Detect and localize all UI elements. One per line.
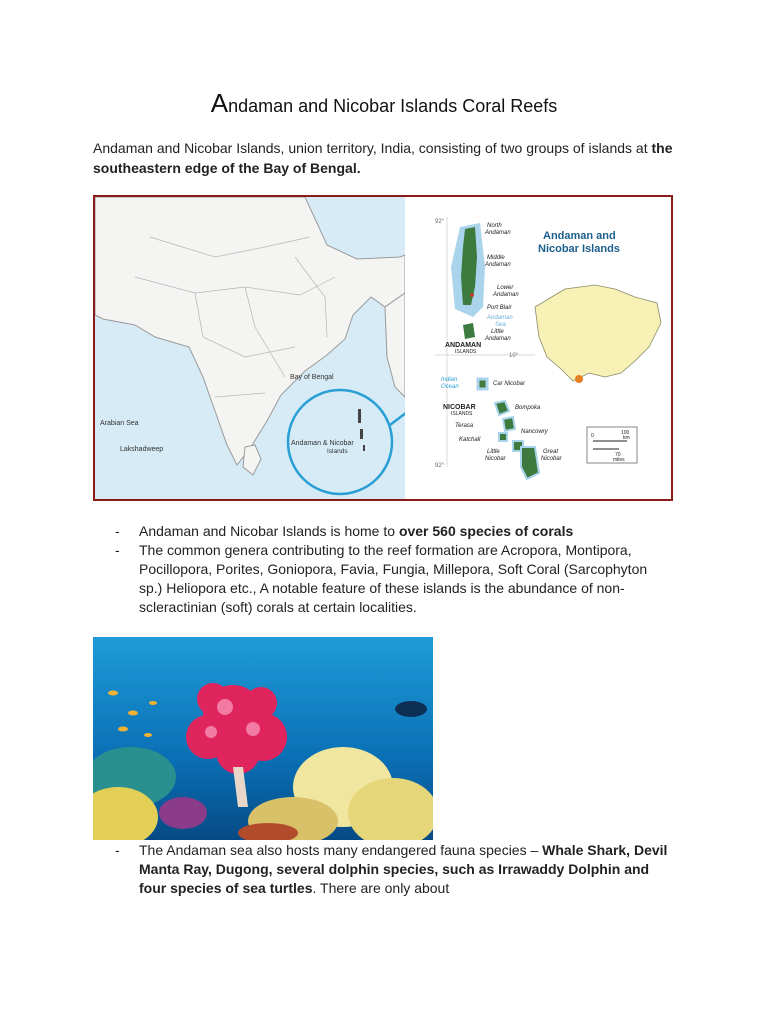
locator-dot bbox=[575, 375, 583, 383]
title-text: ndaman and Nicobar Islands Coral Reefs bbox=[228, 96, 558, 116]
intro-text: Andaman and Nicobar Islands, union territory, India, consisting of two groups of islands at bbox=[93, 140, 652, 156]
bay-label: Bay of Bengal bbox=[290, 374, 334, 381]
title-initial: A bbox=[210, 88, 229, 118]
terasa-label: Terasa bbox=[455, 423, 474, 429]
coral-facts-list bbox=[93, 522, 673, 617]
bullet-text: Andaman and Nicobar Islands is home to bbox=[139, 523, 399, 539]
middle-andaman-2: Andaman bbox=[485, 262, 511, 268]
india-andaman-map bbox=[95, 197, 671, 499]
scale-0: 0 bbox=[591, 433, 594, 439]
little-nicobar-2: Nicobar bbox=[485, 456, 506, 462]
lower-andaman-1: Lower bbox=[497, 285, 514, 291]
lon-bottom: 92° bbox=[435, 463, 445, 469]
coral-reef-photo bbox=[93, 637, 433, 840]
andaman-sea-2: Sea bbox=[495, 322, 506, 328]
bullet-tail: . There are only about bbox=[312, 880, 450, 896]
great-nicobar-2: Nicobar bbox=[541, 456, 562, 462]
katchall-label: Katchall bbox=[459, 437, 481, 443]
great-nicobar-1: Great bbox=[543, 449, 559, 455]
bullet-dash: - bbox=[115, 523, 120, 539]
car-nicobar bbox=[478, 379, 487, 389]
indian-ocean-2: Ocean bbox=[441, 384, 459, 390]
little-andaman-2: Andaman bbox=[485, 336, 511, 342]
north-andaman-2: Andaman bbox=[485, 230, 511, 236]
nancowry-label: Nancowry bbox=[521, 429, 548, 435]
port-blair-label: Port Blair bbox=[487, 305, 512, 311]
bullet-text: The Andaman sea also hosts many endangered fauna species – bbox=[139, 842, 543, 858]
little-andaman bbox=[463, 323, 475, 339]
inset-title-2: Nicobar Islands bbox=[538, 243, 620, 255]
scale-bar bbox=[587, 427, 637, 463]
fauna-list bbox=[93, 841, 673, 898]
inset-title-1: Andaman and bbox=[543, 230, 616, 242]
lakshadweep-label: Lakshadweep bbox=[120, 446, 164, 453]
list-item bbox=[93, 841, 673, 898]
car-nicobar-label: Car Nicobar bbox=[493, 381, 526, 387]
nicobar-group-2: ISLANDS bbox=[451, 411, 473, 417]
andaman-group-1: ANDAMAN bbox=[445, 342, 482, 349]
little-andaman-1: Little bbox=[491, 329, 504, 335]
bompoka-label: Bompoka bbox=[515, 405, 541, 411]
scale-100: 100 bbox=[621, 430, 630, 436]
bullet-dash: - bbox=[115, 542, 120, 558]
scale-km: km bbox=[623, 435, 630, 441]
indian-ocean-1: Indian bbox=[441, 377, 458, 383]
lower-andaman-2: Andaman bbox=[493, 292, 519, 298]
circle-label-1: Andaman & Nicobar bbox=[291, 440, 354, 447]
list-item bbox=[93, 541, 673, 617]
list-item bbox=[93, 522, 673, 541]
bullet-bold: over 560 species of corals bbox=[398, 523, 574, 539]
scale-miles: miles bbox=[613, 457, 625, 463]
nicobar-group-1: NICOBAR bbox=[443, 404, 476, 411]
bullet-text: The common genera contributing to the reef formation are Acropora, Montipora, Pocillopora, Porites, Goniopora, Favia, Fungia, Millepora, Soft Coral (Sarcophyton sp.) Heliopora etc., A notable feature of these islands is the abundance of non-scleractinian (soft) corals at certain localities. bbox=[139, 542, 648, 615]
bullet-dash: - bbox=[115, 842, 120, 858]
middle-andaman-1: Middle bbox=[487, 255, 505, 261]
scale-70: 70 bbox=[615, 452, 621, 458]
lat-10: 10° bbox=[509, 353, 519, 359]
intro-paragraph bbox=[93, 138, 673, 178]
little-nicobar-1: Little bbox=[487, 449, 500, 455]
circle-label-2: Islands bbox=[327, 448, 348, 455]
arabian-sea-label: Arabian Sea bbox=[100, 420, 139, 427]
map-figure bbox=[93, 195, 673, 501]
andaman-sea-1: Andaman bbox=[487, 315, 513, 321]
andaman-group-2: ISLANDS bbox=[455, 349, 477, 355]
intro-bold: the southeastern edge of the Bay of Bengal. bbox=[93, 140, 673, 176]
bullet-bold: Whale Shark, Devil Manta Ray, Dugong, several dolphin species, such as Irrawaddy Dolphin and four species of sea turtles bbox=[139, 842, 668, 896]
port-blair-marker bbox=[470, 293, 474, 297]
lon-top: 92° bbox=[435, 219, 445, 225]
page-title bbox=[0, 88, 768, 119]
north-andaman-1: North bbox=[487, 223, 502, 229]
